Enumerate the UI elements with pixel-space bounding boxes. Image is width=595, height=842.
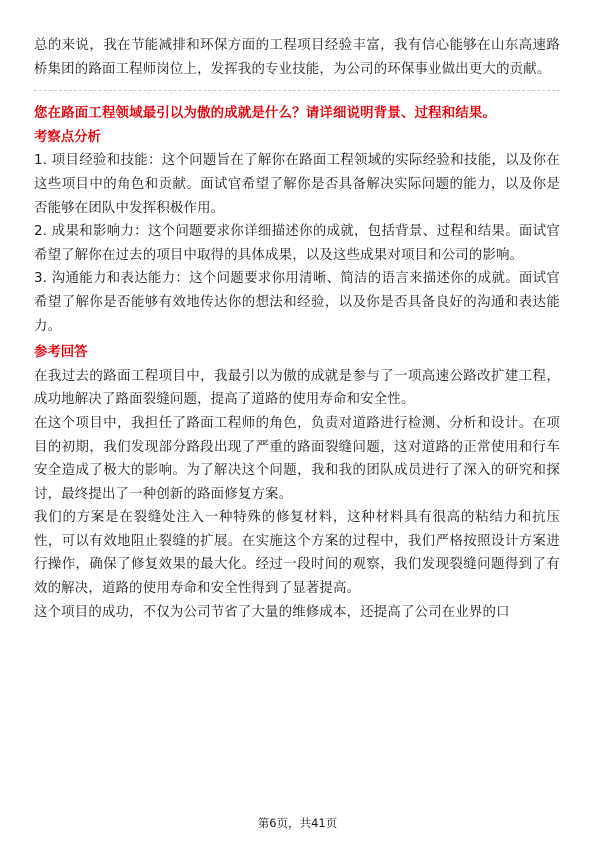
interview-question: 您在路面工程领域最引以为傲的成就是什么？请详细说明背景、过程和结果。	[34, 106, 497, 122]
analysis-item: 3. 沟通能力和表达能力：这个问题要求你用清晰、简洁的语言来描述你的成就。面试官希望了解你是否能够有效地传达你的想法和经验，以及你是否具备良好的沟通和表达能力。	[34, 271, 560, 334]
analysis-item: 2. 成果和影响力：这个问题要求你详细描述你的成就，包括背景、过程和结果。面试官希望了解你在过去的项目中取得的具体成果，以及这些成果对项目和公司的影响。	[34, 224, 560, 263]
answer-paragraph: 这个项目的成功，不仅为公司节省了大量的维修成本，还提高了公司在业界的口	[34, 604, 510, 620]
answer-paragraph: 我们的方案是在裂缝处注入一种特殊的修复材料，这种材料具有很高的粘结力和抗压性，可以有效地阻止裂缝的扩展。在实施这个方案的过程中，我们严格按照设计方案进行操作，确保了修复效果的最大化。经过一段时间的观察，我们发现裂缝问题得到了有效的解决，道路的使用寿命和安全性得到了显著提高。	[34, 510, 560, 597]
page-number: 第6页，共41页	[257, 816, 338, 830]
analysis-heading: 考察点分析	[34, 129, 101, 145]
answer-paragraph: 在这个项目中，我担任了路面工程师的角色，负责对道路进行检测、分析和设计。在项目的初期，我们发现部分路段出现了严重的路面裂缝问题，这对道路的正常使用和行车安全造成了极大的影响。为了解决这个问题，我和我的团队成员进行了深入的研究和探讨，最终提出了一种创新的路面修复方案。	[34, 415, 560, 502]
answer-heading: 参考回答	[34, 345, 88, 361]
intro-paragraph: 总的来说，我在节能减排和环保方面的工程项目经验丰富，我有信心能够在山东高速路桥集团的路面工程师岗位上，发挥我的专业技能，为公司的环保事业做出更大的贡献。	[34, 38, 560, 77]
page-content	[34, 34, 560, 624]
section-divider	[34, 90, 560, 91]
answer-paragraph: 在我过去的路面工程项目中，我最引以为傲的成就是参与了一项高速公路改扩建工程，成功地解决了路面裂缝问题，提高了道路的使用寿命和安全性。	[34, 368, 560, 408]
analysis-item: 1. 项目经验和技能：这个问题旨在了解你在路面工程领域的实际经验和技能，以及你在这些项目中的角色和贡献。面试官希望了解你是否具备解决实际问题的能力，以及你是否能够在团队中发挥积极作用。	[34, 153, 560, 216]
